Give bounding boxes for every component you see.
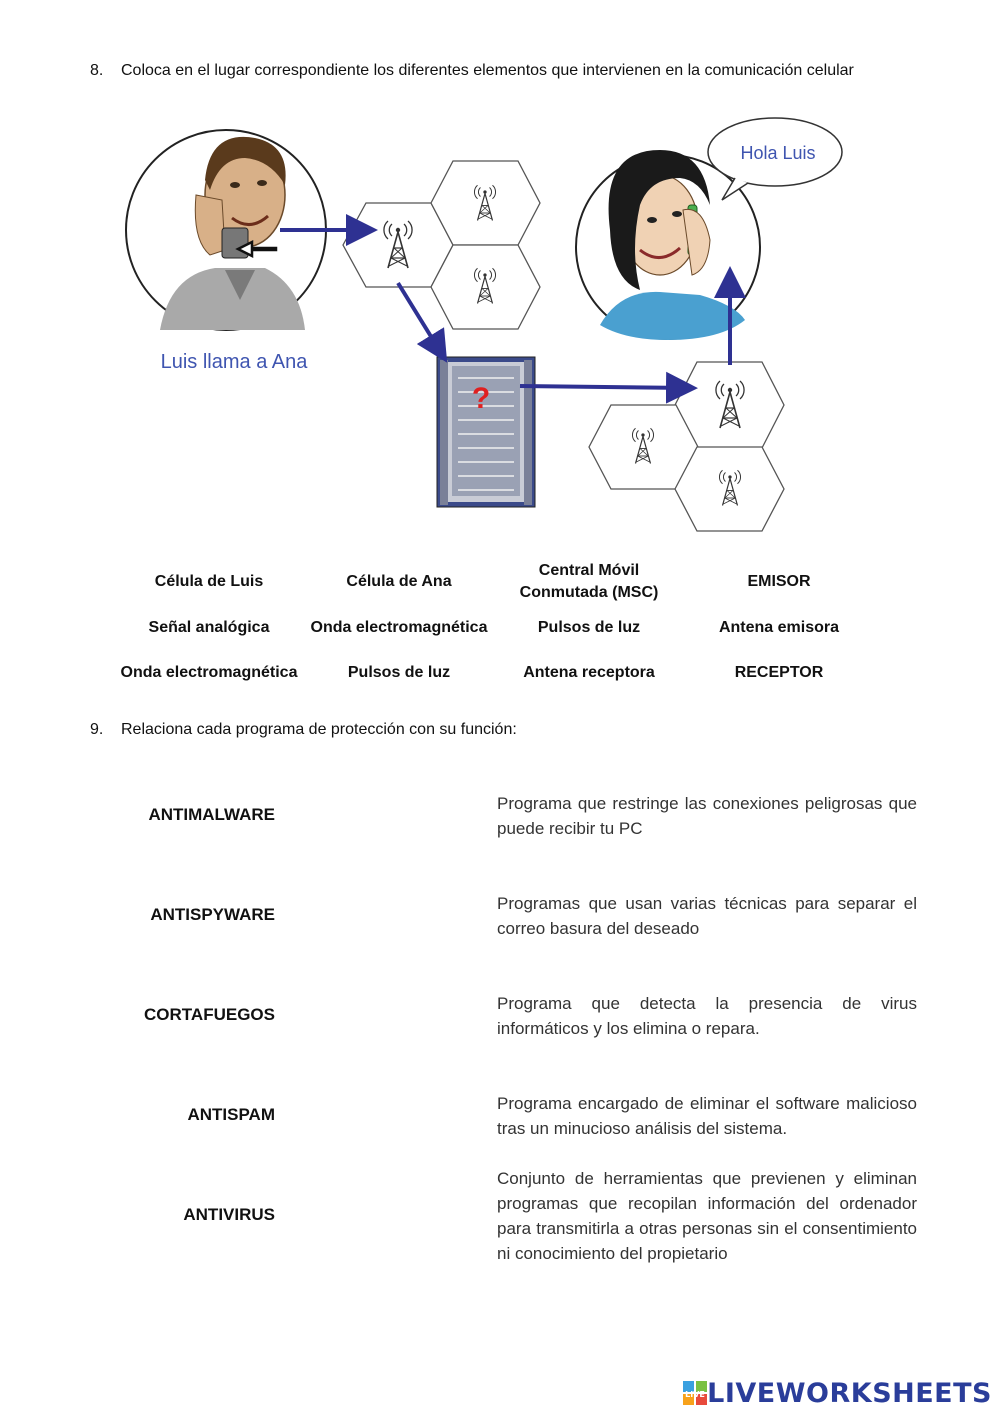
option-antena-receptora[interactable]: Antena receptora [523, 664, 655, 681]
option-pulsos-luz-2[interactable]: Pulsos de luz [347, 664, 451, 681]
option-msc[interactable]: Central Móvil Conmutada (MSC) [519, 562, 659, 601]
question-number: 8. [90, 62, 104, 79]
definition-4[interactable]: Programa encargado de eliminar el software malicioso tras un minucioso análisis del sistema. [497, 1094, 917, 1138]
definition-3[interactable]: Programa que detecta la presencia de virus informáticos y los elimina o repara. [497, 994, 917, 1038]
svg-text:LIVE: LIVE [685, 1390, 706, 1399]
term-cortafuegos[interactable]: CORTAFUEGOS [144, 1005, 275, 1024]
msc-cabinet [437, 357, 535, 507]
cellular-communication-diagram [0, 100, 1000, 540]
question-text: Relaciona cada programa de protección con su función: [121, 721, 517, 738]
definition-1[interactable]: Programa que restringe las conexiones peligrosas que puede recibir tu PC [497, 794, 917, 838]
term-antispyware[interactable]: ANTISPYWARE [150, 905, 275, 924]
question-8 [90, 62, 854, 80]
term-antimalware[interactable]: ANTIMALWARE [148, 805, 275, 824]
definition-2[interactable]: Programas que usan varias técnicas para separar el correo basura del deseado [497, 894, 917, 938]
term-antivirus[interactable]: ANTIVIRUS [183, 1205, 275, 1224]
option-emisor[interactable]: EMISOR [747, 573, 811, 590]
option-pulsos-luz-1[interactable]: Pulsos de luz [537, 619, 641, 636]
option-celula-ana[interactable]: Célula de Ana [346, 573, 452, 590]
question-text: Coloca en el lugar correspondiente los diferentes elementos que intervienen en la comunicación celular [121, 62, 854, 79]
question-9 [90, 721, 517, 739]
definition-5[interactable]: Conjunto de herramientas que previenen y eliminan programas que recopilan información del ordenador para transmitirla a otras personas sin el consentimiento ni conocimiento del propietario [497, 1169, 917, 1263]
option-onda-electromagnetica-2[interactable]: Onda electromagnética [120, 664, 298, 681]
logo-badge-icon [683, 1381, 707, 1405]
msc-question-mark: ? [471, 382, 491, 415]
speech-text: Hola Luis [740, 143, 816, 163]
option-onda-electromagnetica-1[interactable]: Onda electromagnética [310, 619, 488, 636]
liveworksheets-logo [683, 1379, 992, 1407]
question-number: 9. [90, 721, 104, 738]
caller-caption: Luis llama a Ana [160, 351, 308, 373]
option-celula-luis[interactable]: Célula de Luis [154, 573, 264, 590]
option-antena-emisora[interactable]: Antena emisora [718, 619, 840, 636]
option-receptor[interactable]: RECEPTOR [734, 664, 824, 681]
cell-cluster-luis [343, 161, 540, 329]
term-antispam[interactable]: ANTISPAM [187, 1105, 275, 1124]
logo-text: LIVEWORKSHEETS [707, 1377, 992, 1409]
option-senal-analogica[interactable]: Señal analógica [148, 619, 270, 636]
